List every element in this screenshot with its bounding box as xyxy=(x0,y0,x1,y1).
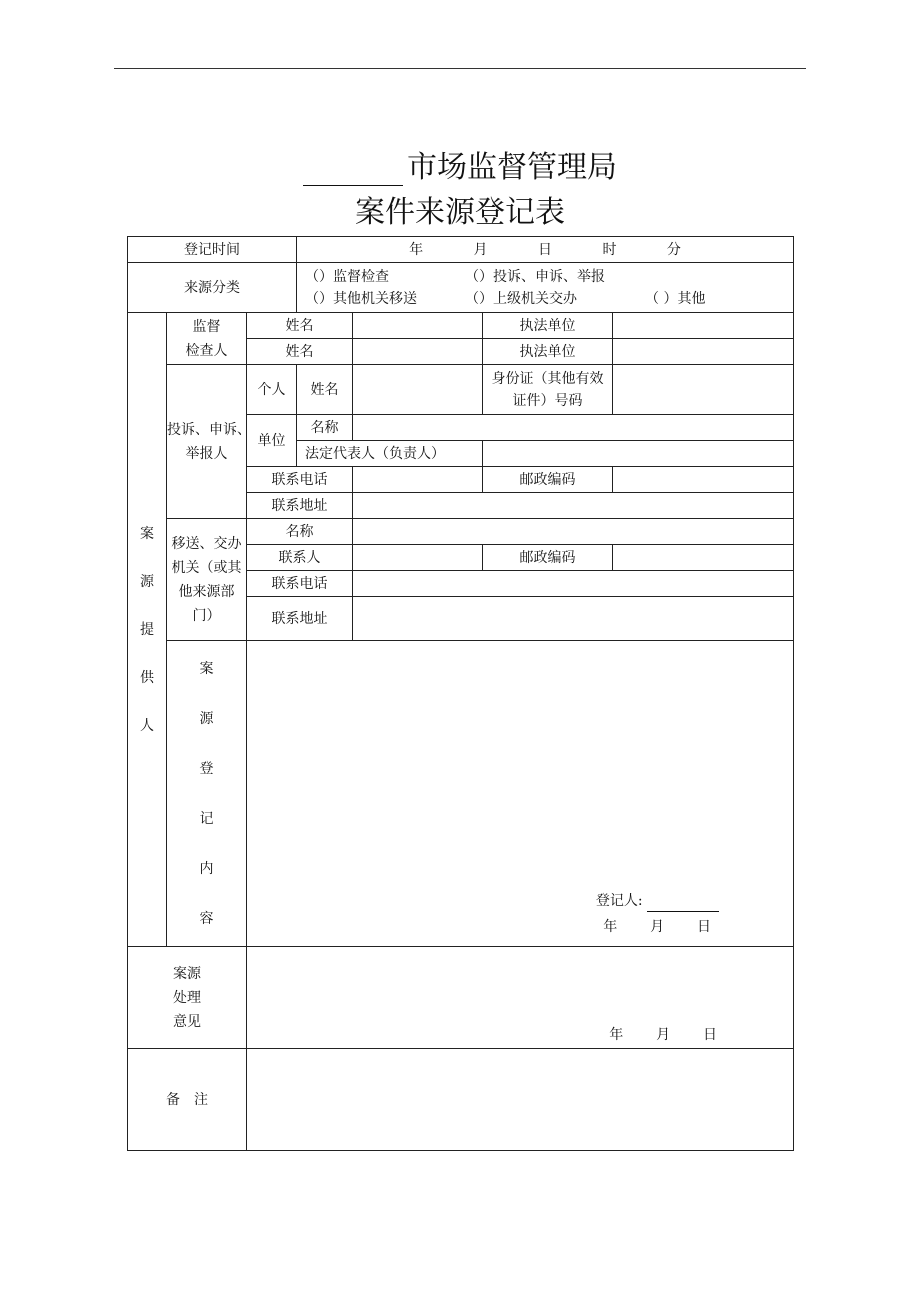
option-other[interactable]: （ ）其他 xyxy=(645,290,706,307)
register-time-field[interactable] xyxy=(297,237,794,263)
transfer-phone-label: 联系电话 xyxy=(247,571,353,597)
inspector-label: 监督 检查人 xyxy=(167,313,247,365)
agency-name-blank[interactable] xyxy=(303,155,403,186)
inspector-unit-label-2: 执法单位 xyxy=(483,339,613,365)
id-number-field[interactable] xyxy=(613,365,794,415)
transfer-name-field[interactable] xyxy=(353,519,794,545)
option-other-agency-transfer[interactable]: （）其他机关移送 xyxy=(305,290,417,307)
inspector-name-label-2: 姓名 xyxy=(247,339,353,365)
case-source-form xyxy=(127,236,794,1151)
inspector-name-label-1: 姓名 xyxy=(247,313,353,339)
day-label: 日 xyxy=(538,241,552,258)
source-category-label: 来源分类 xyxy=(128,263,297,313)
option-complaint-report[interactable]: （）投诉、申诉、举报 xyxy=(465,268,605,285)
opinion-date: 年 月 日 xyxy=(609,1027,717,1043)
page-title-line1: 市场监督管理局 xyxy=(0,150,920,186)
register-time-label: 登记时间 xyxy=(128,237,297,263)
transfer-postcode-field[interactable] xyxy=(613,545,794,571)
legal-rep-field[interactable] xyxy=(483,441,794,467)
registrar-blank[interactable] xyxy=(647,897,719,912)
option-superior-assignment[interactable]: （）上级机关交办 xyxy=(465,290,577,307)
complainant-address-label: 联系地址 xyxy=(247,493,353,519)
transfer-address-field[interactable] xyxy=(353,597,794,641)
inspector-unit-field-1[interactable] xyxy=(613,313,794,339)
complainant-phone-field[interactable] xyxy=(353,467,483,493)
complainant-postcode-label: 邮政编码 xyxy=(483,467,613,493)
year-label: 年 xyxy=(409,241,424,258)
case-source-provider-label: 案 源 提 供 人 xyxy=(128,313,167,947)
inspector-unit-field-2[interactable] xyxy=(613,339,794,365)
registration-content-field[interactable] xyxy=(247,641,794,947)
transfer-contact-label: 联系人 xyxy=(247,545,353,571)
option-supervision-inspection[interactable]: （）监督检查 xyxy=(305,268,389,285)
registrar-signature: 登记人: xyxy=(596,890,719,912)
person-name-field[interactable] xyxy=(353,365,483,415)
page-title-line2: 案件来源登记表 xyxy=(355,195,565,230)
complainant-label: 投诉、申诉、 举报人 xyxy=(167,365,247,519)
unit-name-label: 名称 xyxy=(297,415,353,441)
person-name-label: 姓名 xyxy=(297,365,353,415)
unit-name-field[interactable] xyxy=(353,415,794,441)
inspector-name-field-2[interactable] xyxy=(353,339,483,365)
registration-date: 年 月 日 xyxy=(603,919,711,935)
remarks-field[interactable] xyxy=(247,1049,794,1151)
handling-opinion-field[interactable] xyxy=(247,947,794,1049)
transfer-address-label: 联系地址 xyxy=(247,597,353,641)
handling-opinion-label: 案源 处理 意见 xyxy=(128,947,247,1049)
registration-content-label: 案 源 登 记 内 容 xyxy=(167,641,247,947)
id-number-label: 身份证（其他有效 证件）号码 xyxy=(483,365,613,415)
person-label: 个人 xyxy=(247,365,297,415)
transfer-agency-label: 移送、交办 机关（或其 他来源部 门） xyxy=(167,519,247,641)
source-category-options xyxy=(297,263,794,313)
legal-rep-label: 法定代表人（负责人） xyxy=(297,441,483,467)
unit-label: 单位 xyxy=(247,415,297,467)
hour-label: 时 xyxy=(602,241,617,258)
complainant-address-field[interactable] xyxy=(353,493,794,519)
complainant-postcode-field[interactable] xyxy=(613,467,794,493)
remarks-label: 备 注 xyxy=(128,1049,247,1151)
transfer-phone-field[interactable] xyxy=(353,571,794,597)
transfer-postcode-label: 邮政编码 xyxy=(483,545,613,571)
transfer-contact-field[interactable] xyxy=(353,545,483,571)
complainant-phone-label: 联系电话 xyxy=(247,467,353,493)
inspector-name-field-1[interactable] xyxy=(353,313,483,339)
header-rule xyxy=(114,68,806,69)
minute-label: 分 xyxy=(666,241,681,258)
transfer-name-label: 名称 xyxy=(247,519,353,545)
inspector-unit-label-1: 执法单位 xyxy=(483,313,613,339)
month-label: 月 xyxy=(473,241,488,258)
